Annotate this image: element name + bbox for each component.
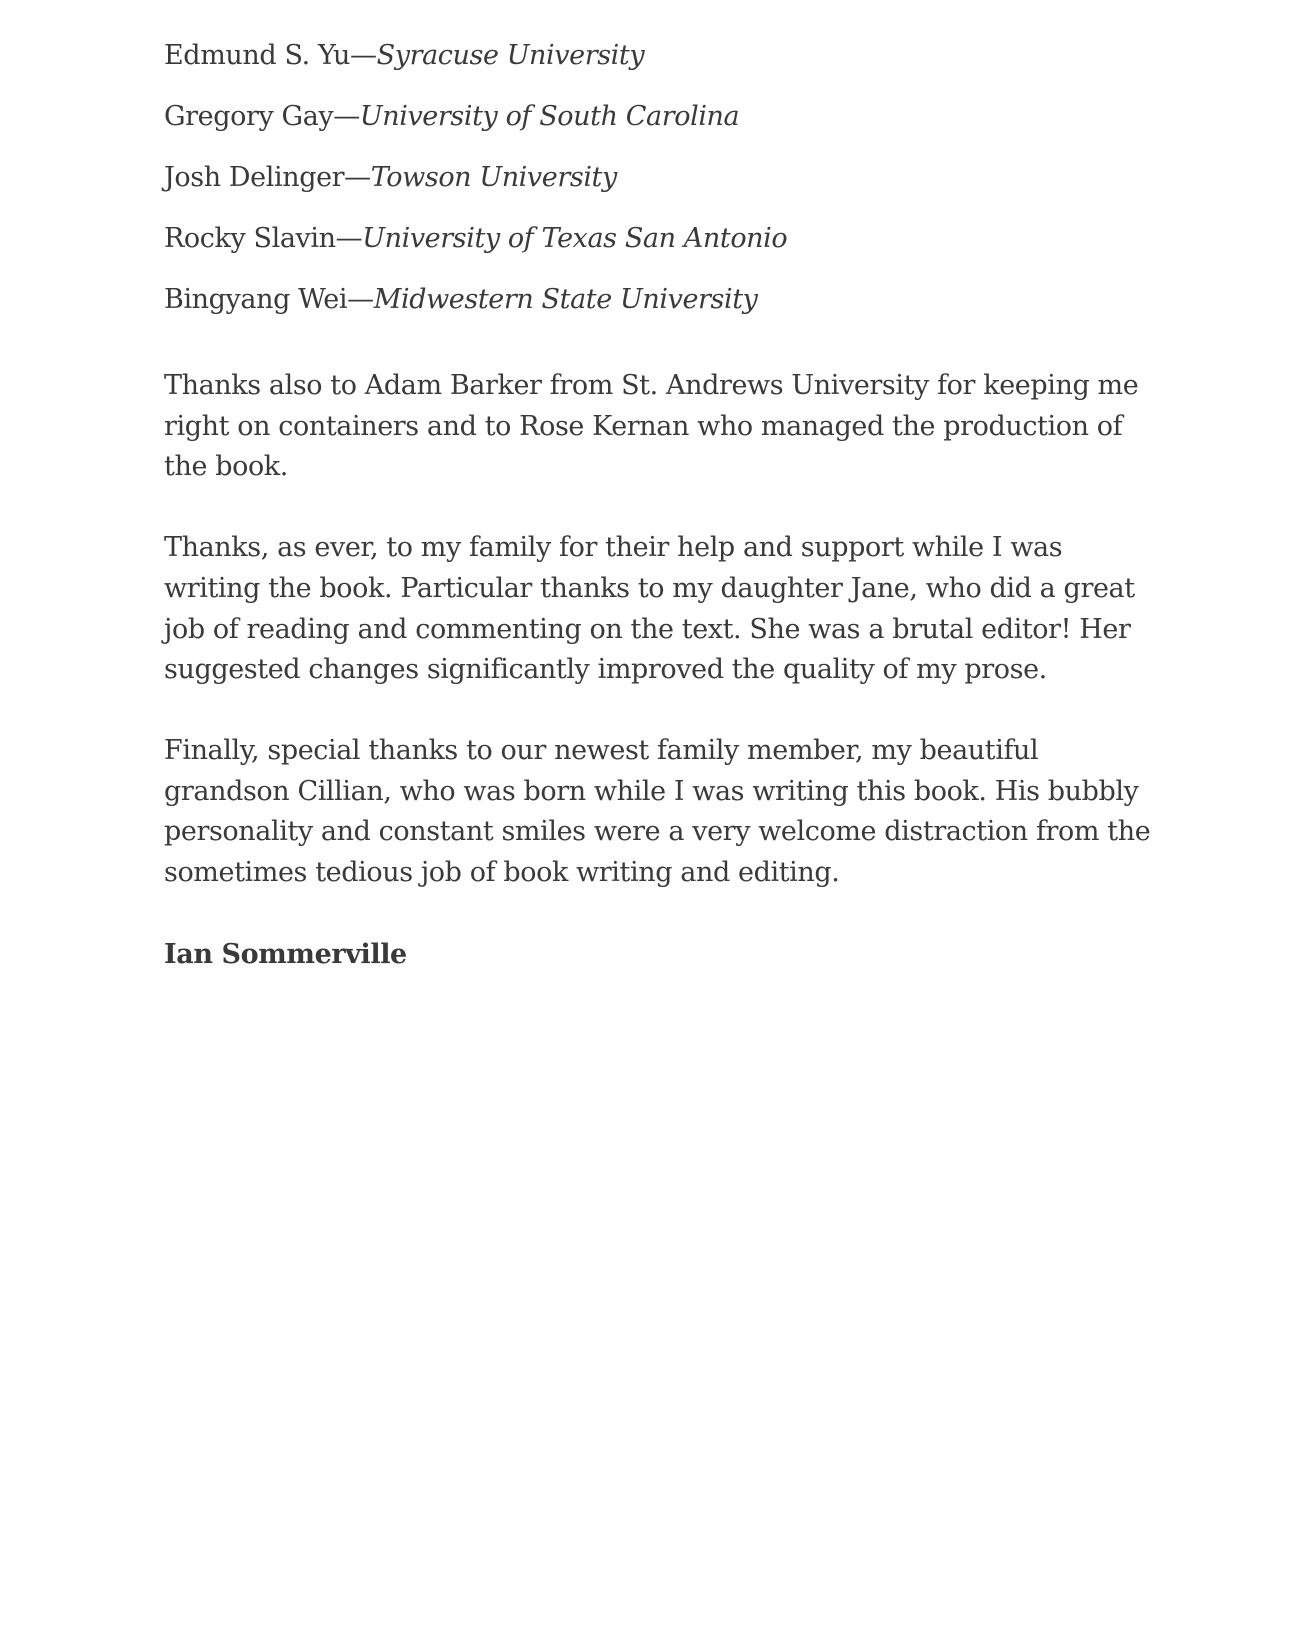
reviewer-name: Rocky Slavin (164, 223, 336, 254)
reviewer-affiliation: University of South Carolina (359, 101, 740, 132)
reviewer-entry (164, 284, 1154, 345)
reviewer-entry (164, 101, 1154, 162)
document-page (164, 40, 1154, 975)
reviewer-affiliation: Midwestern State University (373, 284, 758, 315)
thanks-paragraph-family: Thanks, as ever, to my family for their help and support while I was writing the book. Particular thanks to my daughter Jane, who did a great job of reading and commenting on the text. She was a brutal editor! Her suggested changes significantly improved the quality of my prose. (164, 532, 1135, 686)
separator-dash: — (333, 101, 360, 132)
reviewer-name: Gregory Gay (164, 101, 334, 132)
reviewer-entry (164, 162, 1154, 223)
reviewer-entry (164, 40, 1154, 101)
reviewer-list (164, 40, 1154, 345)
reviewer-name: Edmund S. Yu (164, 40, 351, 71)
separator-dash: — (347, 284, 374, 315)
reviewer-name: Josh Delinger (164, 162, 345, 193)
reviewer-affiliation: Towson University (370, 162, 617, 193)
reviewer-affiliation: University of Texas San Antonio (362, 223, 788, 254)
reviewer-name: Bingyang Wei (164, 284, 348, 315)
separator-dash: — (350, 40, 377, 71)
thanks-paragraph-production: Thanks also to Adam Barker from St. Andrews University for keeping me right on containers and to Rose Kernan who managed the production of the book. (164, 370, 1139, 483)
separator-dash: — (344, 162, 371, 193)
reviewer-entry (164, 223, 1154, 284)
separator-dash: — (335, 223, 363, 254)
author-signature: Ian Sommerville (164, 938, 407, 970)
thanks-paragraph-grandson: Finally, special thanks to our newest family member, my beautiful grandson Cillian, who was born while I was writing this book. His bubbly personality and constant smiles were a very welcome distraction from the sometimes tedious job of book writing and editing. (164, 734, 1151, 889)
reviewer-affiliation: Syracuse University (376, 40, 645, 71)
